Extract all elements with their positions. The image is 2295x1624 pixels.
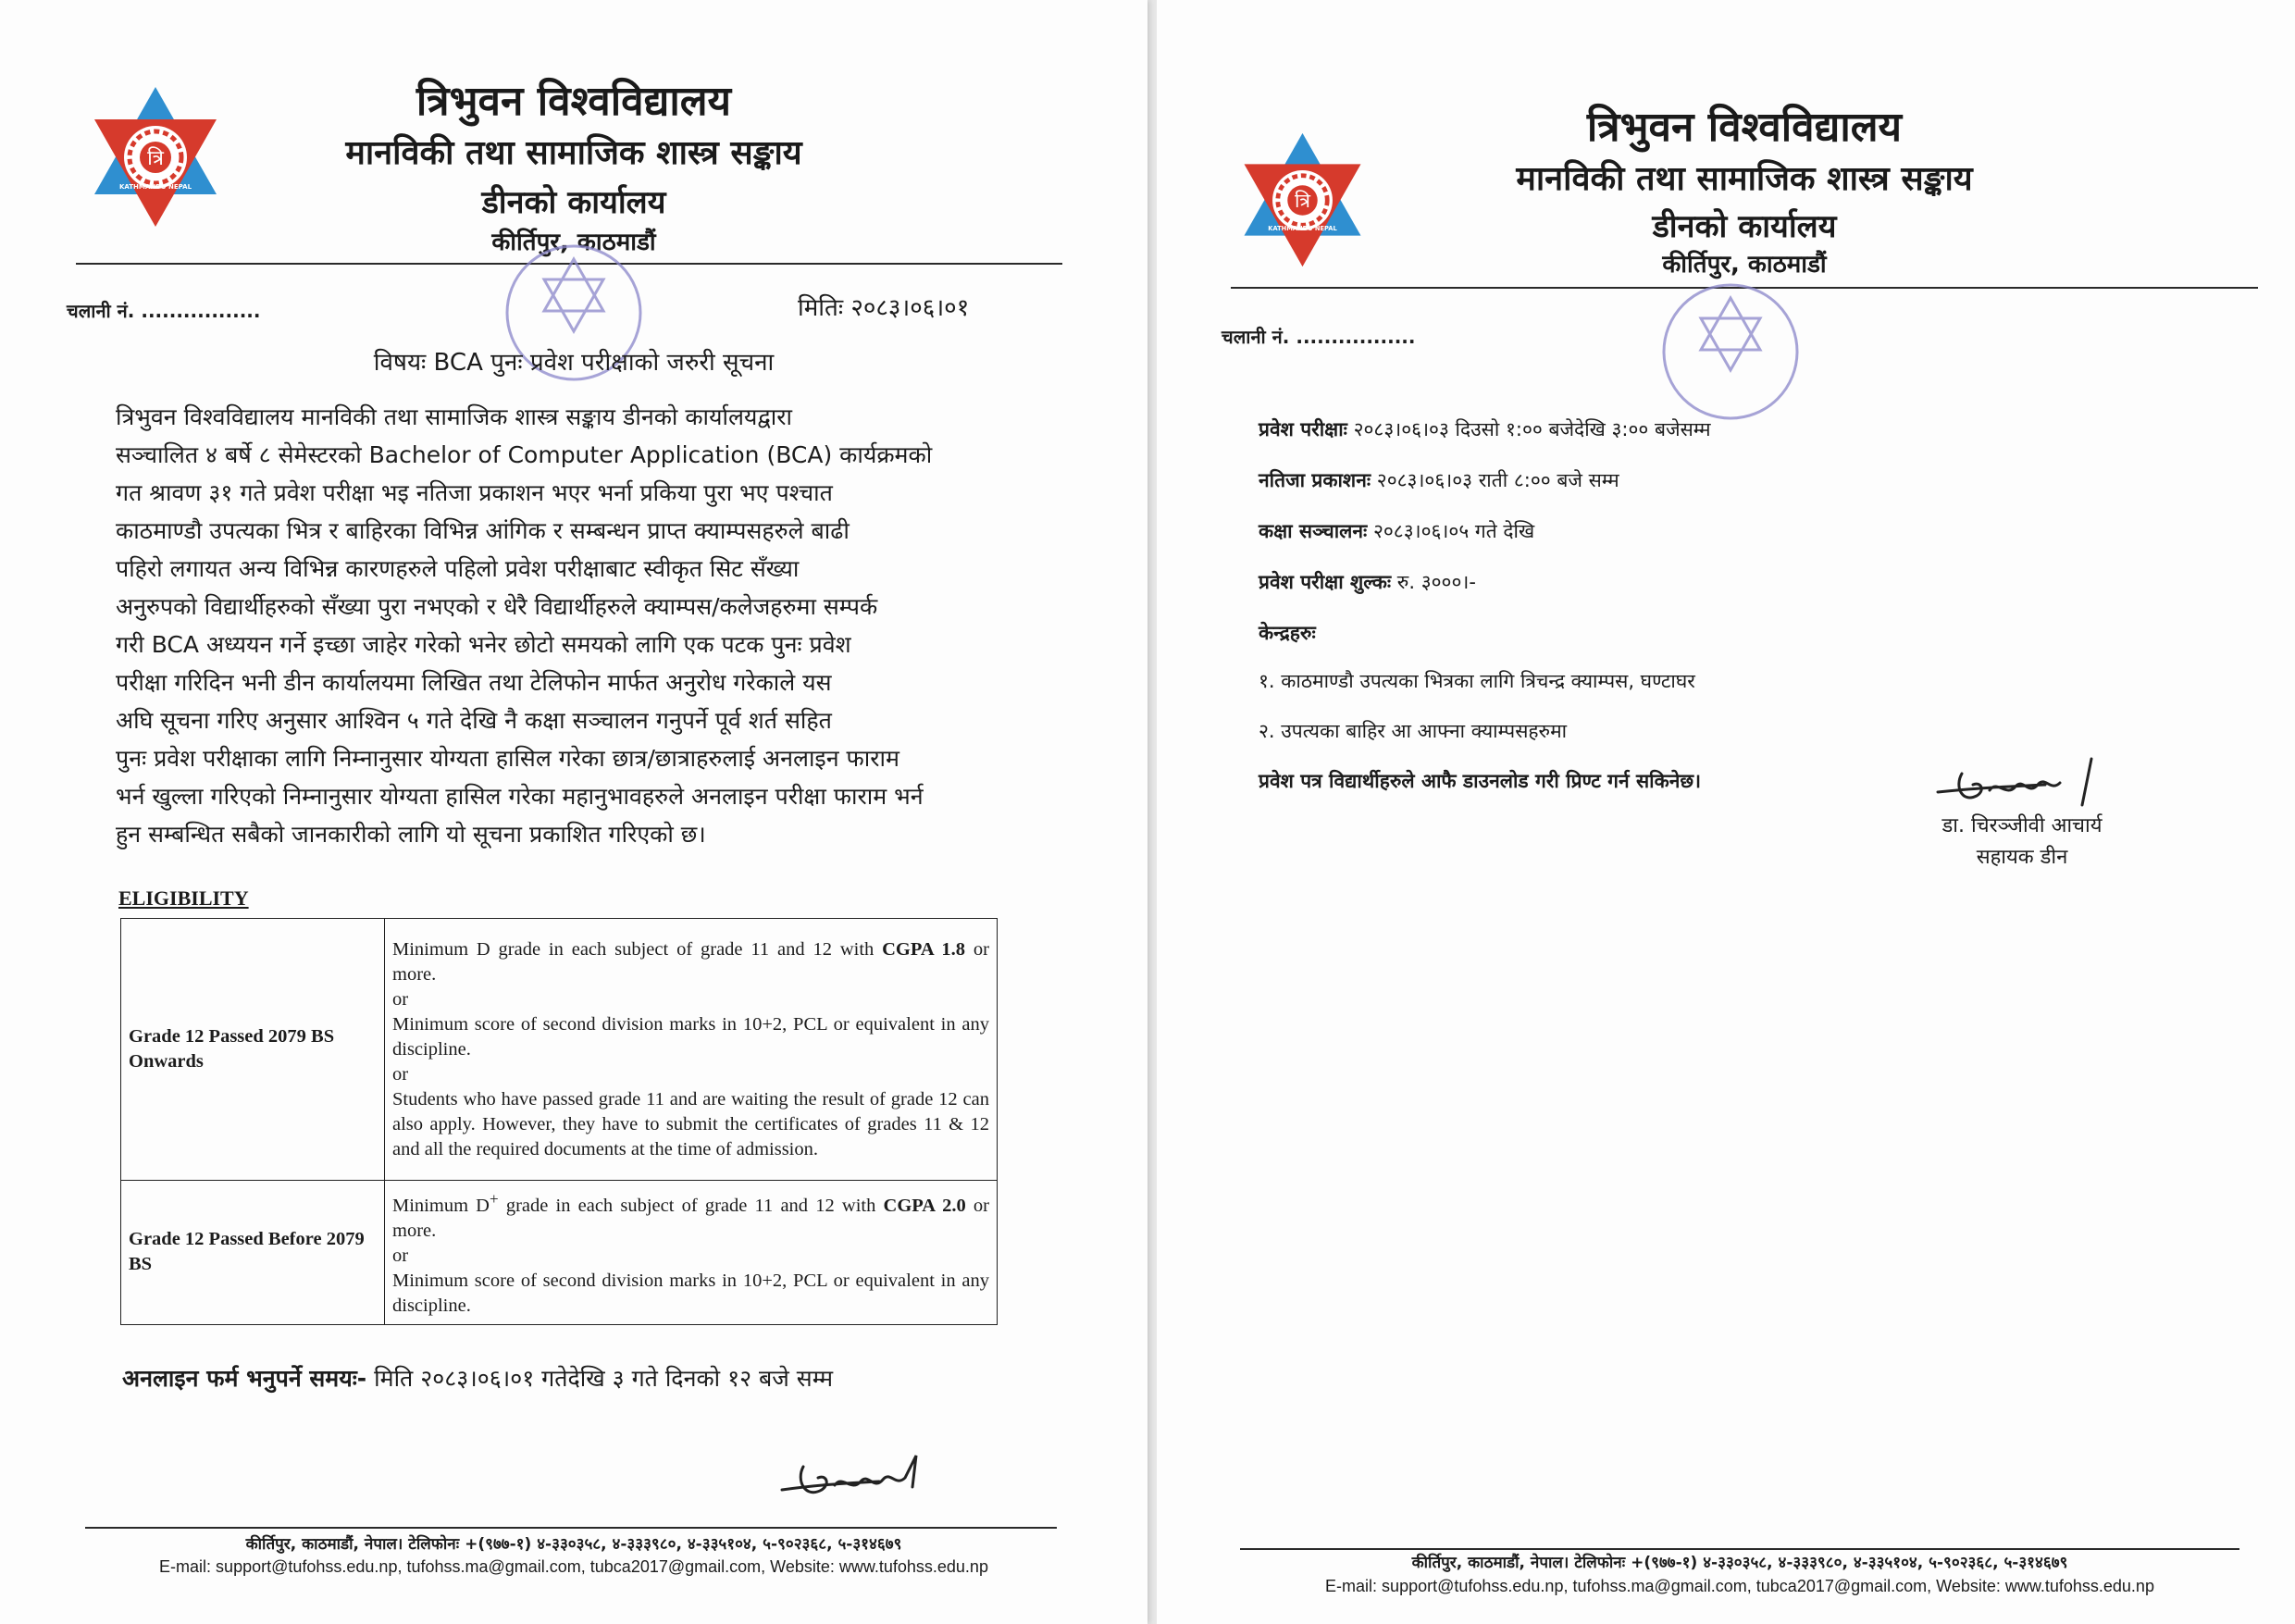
item-label: प्रवेश परीक्षाः (1259, 418, 1347, 440)
signatory-title: सहायक डीन (1976, 846, 2068, 869)
eligibility-criteria (385, 1181, 998, 1325)
criteria-option: Students who have passed grade 11 and are waiting the result of grade 12 can also apply. However, they have to submit the certificates of grades 11 & 12 and all the required documents at the time of admission. (392, 1088, 989, 1159)
body-line: गत श्रावण ३१ गते प्रवेश परीक्षा भइ नतिजा प्रकाशन भएर भर्ना प्रकिया पुरा भए पश्चात (116, 479, 833, 506)
or-separator: or (392, 1063, 409, 1085)
table-row (121, 1181, 998, 1325)
reference-number: चलानी नं. ................. (67, 300, 261, 322)
body-line: भर्न खुल्ला गरिएको निम्नानुसार योग्यता हासिल गरेका महानुभावहरुले अनलाइन परीक्षा फाराम भर्न (116, 783, 924, 810)
table-row (121, 919, 998, 1181)
body-line: अनुरुपको विद्यार्थीहरुको सँख्या पुरा नभएको र धेरै विद्यार्थीहरुले क्याम्पस/कलेजहरुमा सम्पर्क (116, 593, 878, 620)
notice-date: मितिः २०८३।०६।०१ (798, 294, 970, 322)
office-location: कीर्तिपुर, काठमाडौं (1662, 251, 1827, 279)
online-form-period (122, 1362, 833, 1394)
online-form-value: मिति २०८३।०६।०१ गतेदेखि ३ गते दिनको १२ बजे सम्म (366, 1365, 834, 1392)
item-label: प्रवेश परीक्षा शुल्कः (1259, 571, 1392, 593)
faculty-name: मानविकी तथा सामाजिक शास्त्र सङ्काय (1516, 160, 1973, 198)
footer-rule (1240, 1548, 2239, 1550)
footer-contact: E-mail: support@tufohss.edu.np, tufohss.ma@gmail.com, tubca2017@gmail.com, Website: www.tufohss.edu.np (1325, 1577, 2154, 1595)
center-item: १. काठमाण्डौ उपत्यका भित्रका लागि त्रिचन्द्र क्याम्पस, घण्टाघर (1259, 670, 1695, 692)
centers-label: केन्द्रहरुः (1259, 622, 1316, 644)
university-name: त्रिभुवन विश्वविद्यालय (1586, 104, 1903, 151)
signature-image (1934, 751, 2147, 816)
item-label: कक्षा सञ्चालनः (1259, 520, 1368, 542)
notice-subject: विषयः BCA पुनः प्रवेश परीक्षाको जरुरी सूचना (373, 349, 775, 377)
page-gutter (1148, 0, 1157, 1624)
body-line: गरी BCA अध्ययन गर्ने इच्छा जाहेर गरेको भनेर छोटो समयको लागि एक पटक पुनः प्रवेश (116, 631, 851, 658)
university-name: त्रिभुवन विश्वविद्यालय (416, 78, 732, 125)
item-value: २०८३।०६।०३ राती ८:०० बजे सम्म (1371, 469, 1619, 491)
svg-text:KATHMANDU NEPAL: KATHMANDU NEPAL (118, 183, 192, 191)
result-date-line (1259, 467, 1619, 493)
criteria-option: Minimum score of second division marks in 10+2, PCL or equivalent in any discipline. (392, 1013, 989, 1060)
class-start-line (1259, 518, 1534, 544)
signatory-block (1888, 811, 2156, 874)
office-name: डीनको कार्यालय (1652, 208, 1837, 245)
criteria-option (392, 1186, 989, 1244)
exam-date-line (1259, 416, 1711, 442)
online-form-label: अनलाइन फर्म भनुपर्ने समयः- (122, 1365, 367, 1392)
criteria-text: Minimum D (392, 1195, 490, 1216)
body-line: हुन सम्बन्धित सबैको जानकारीको लागि यो सूचना प्रकाशित गरिएको छ। (116, 821, 706, 848)
item-value: २०८३।०६।०३ दिउसो १:०० बजेदेखि ३:०० बजेसम्म (1346, 418, 1711, 440)
body-line: अघि सूचना गरिए अनुसार आश्विन ५ गते देखि नै कक्षा सञ्चालन गनुपर्ने पूर्व शर्त सहित (116, 707, 832, 734)
eligibility-label: Grade 12 Passed Before 2079 BS (121, 1181, 385, 1325)
body-line: पुनः प्रवेश परीक्षाका लागि निम्नानुसार योग्यता हासिल गरेका छात्र/छात्राहरुलाई अनलाइन फाराम (116, 745, 899, 772)
reference-number: चलानी नं. ................. (1222, 326, 1416, 348)
body-line: काठमाण्डौ उपत्यका भित्र र बाहिरका विभिन्न आंगिक र सम्बन्धन प्राप्त क्याम्पसहरुले बाढी (116, 517, 850, 544)
item-value: २०८३।०६।०५ गते देखि (1367, 520, 1535, 542)
office-location: कीर्तिपुर, काठमाडौं (491, 229, 656, 256)
center-item: २. उपत्यका बाहिर आ आफ्ना क्याम्पसहरुमा (1259, 720, 1568, 742)
svg-text:KATHMANDU NEPAL: KATHMANDU NEPAL (1268, 224, 1337, 232)
office-name: डीनको कार्यालय (481, 184, 666, 221)
criteria-option (392, 937, 989, 987)
body-line: परीक्षा गरिदिन भनी डीन कार्यालयमा लिखित तथा टेलिफोन मार्फत अनुरोध गरेकाले यस (116, 669, 832, 696)
eligibility-criteria (385, 919, 998, 1181)
footer-contact: E-mail: support@tufohss.edu.np, tufohss.ma@gmail.com, tubca2017@gmail.com, Website: www.tufohss.edu.np (159, 1557, 988, 1576)
body-line: सञ्चालित ४ बर्षे ८ सेमेस्टरको Bachelor of Computer Application (BCA) कार्यक्रमको (116, 441, 933, 468)
or-separator: or (392, 988, 409, 1010)
notice-page-2 (1157, 0, 2295, 1624)
svg-text:त्रि: त्रि (1294, 190, 1311, 213)
criteria-text: or more. (392, 938, 989, 985)
body-line: त्रिभुवन विश्वविद्यालय मानविकी तथा सामाजिक शास्त्र सङ्काय डीनको कार्यालयद्वारा (116, 403, 792, 430)
footer-rule (85, 1527, 1057, 1529)
exam-fee-line (1259, 569, 1476, 595)
item-label: नतिजा प्रकाशनः (1259, 469, 1371, 491)
criteria-text: or more. (392, 1195, 989, 1241)
signature-image (777, 1439, 1027, 1513)
body-line: पहिरो लगायत अन्य विभिन्न कारणहरुले पहिलो प्रवेश परीक्षाबाट स्वीकृत सिट सँख्या (116, 555, 800, 582)
admit-card-note: प्रवेश पत्र विद्यार्थीहरुले आफै डाउनलोड गरी प्रिण्ट गर्न सकिनेछ। (1259, 770, 1702, 792)
notice-body (116, 398, 993, 853)
office-seal (1638, 278, 1823, 426)
footer-address: कीर्तिपुर, काठमाडौं, नेपाल। टेलिफोनः +(९७७-१) ४-३३०३५८, ४-३३३९८०, ४-३३५१०४, ५-९०२३६८, ५-३१४६७९ (245, 1535, 902, 1554)
eligibility-table (120, 918, 998, 1325)
eligibility-title: ELIGIBILITY (118, 886, 249, 910)
criteria-option: Minimum score of second division marks in 10+2, PCL or equivalent in any discipline. (392, 1270, 989, 1316)
svg-text:त्रि: त्रि (147, 147, 164, 170)
item-value: रु. ३०००।- (1391, 571, 1476, 593)
signatory-name: डा. चिरञ्जीवी आचार्य (1941, 814, 2103, 837)
criteria-text: grade in each subject of grade 11 and 12 with (498, 1195, 884, 1216)
grade-plus: + (490, 1190, 499, 1208)
footer-address: कीर्तिपुर, काठमाडौं, नेपाल। टेलिफोनः +(९७७-१) ४-३३०३५८, ४-३३३९८०, ४-३३५१०४, ५-९०२३६८, ५-३१४६७९ (1411, 1554, 2068, 1572)
faculty-name: मानविकी तथा सामाजिक शास्त्र सङ्काय (345, 134, 802, 172)
cgpa-value: CGPA 1.8 (882, 938, 966, 960)
eligibility-label: Grade 12 Passed 2079 BS Onwards (121, 919, 385, 1181)
cgpa-value: CGPA 2.0 (883, 1195, 966, 1216)
criteria-text: Minimum D grade in each subject of grade 11 and 12 with (392, 938, 883, 960)
or-separator: or (392, 1245, 409, 1266)
